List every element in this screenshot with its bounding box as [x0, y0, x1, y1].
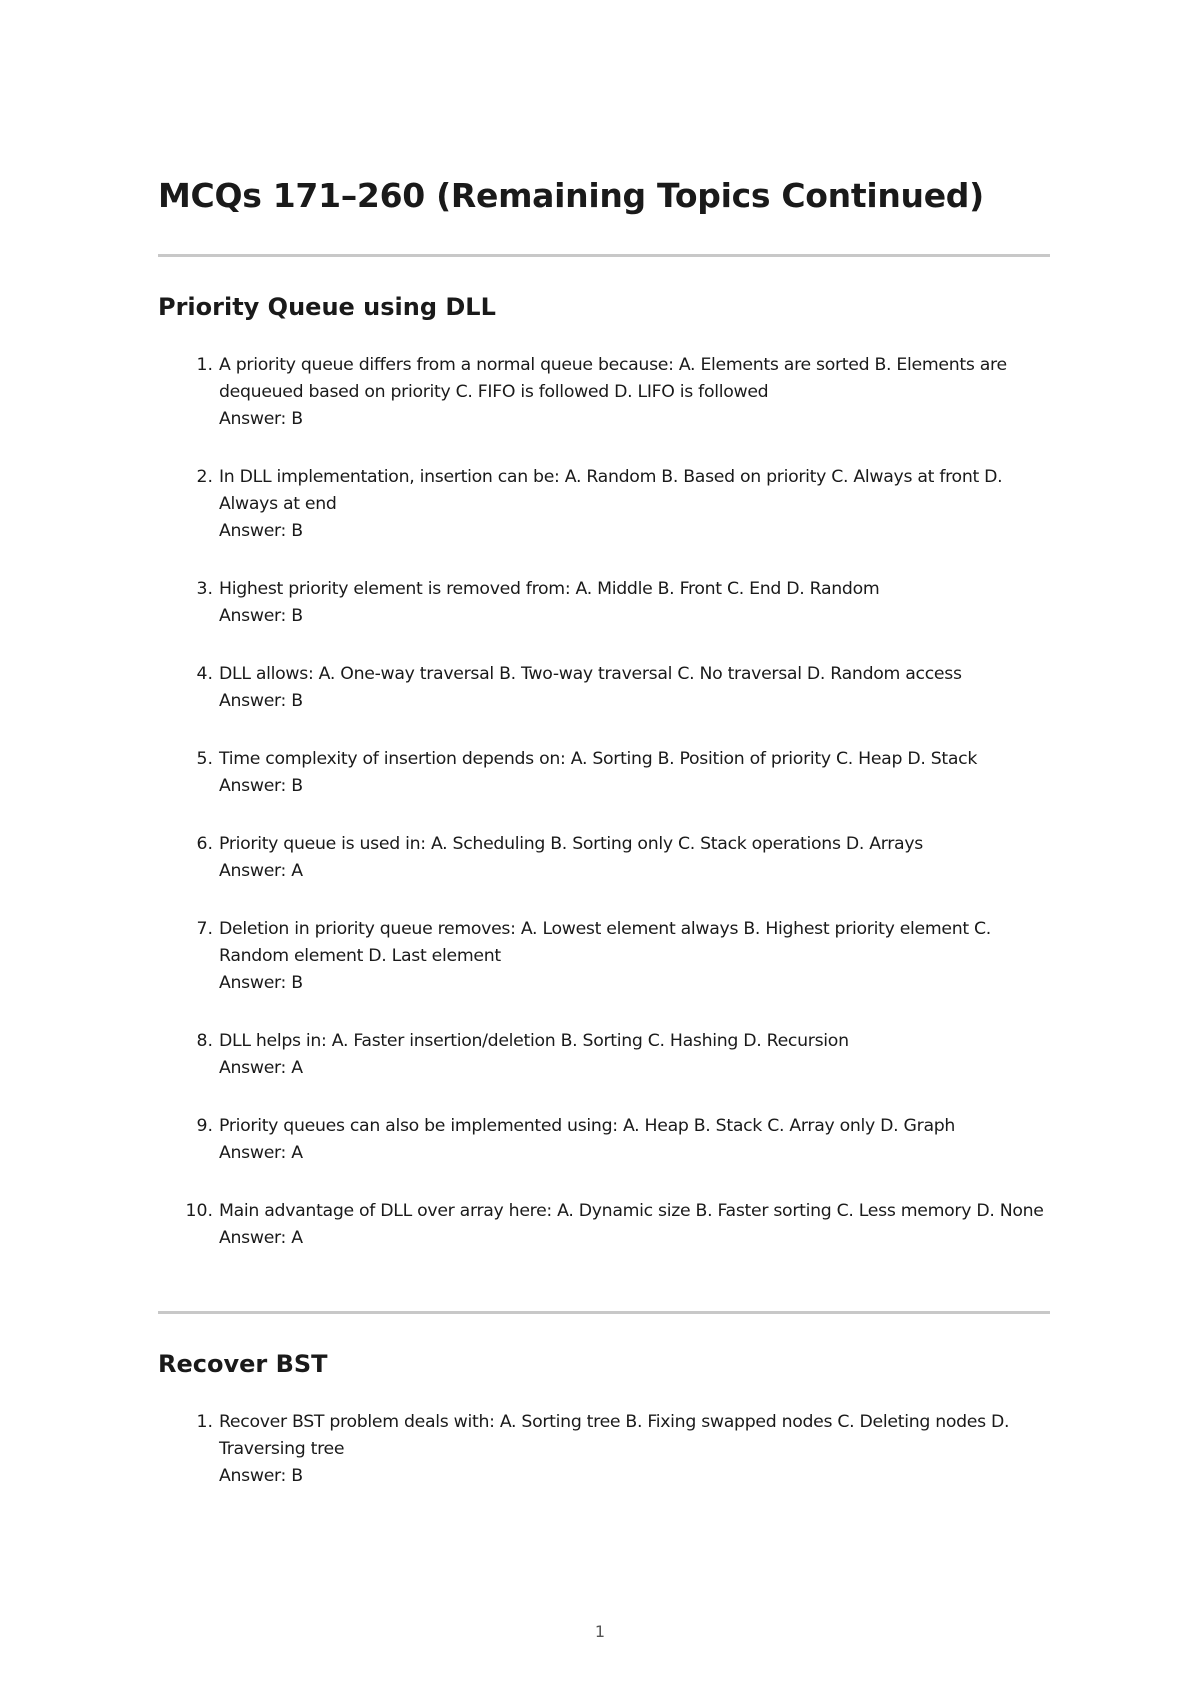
answer-text: Answer: A — [219, 1143, 303, 1163]
list-item — [158, 464, 1050, 545]
answer-text: Answer: A — [219, 861, 303, 881]
answer-text: Answer: A — [219, 1058, 303, 1078]
question-text: A priority queue differs from a normal queue because: A. Elements are sorted B. Elements are dequeued based on priority C. FIFO is followed D. LIFO is followed — [219, 355, 1007, 402]
list-item — [158, 831, 1050, 885]
question-number: 1. — [196, 1412, 213, 1432]
answer-text: Answer: B — [219, 521, 303, 541]
divider — [158, 254, 1050, 257]
list-item — [158, 1113, 1050, 1167]
answer-text: Answer: B — [219, 776, 303, 796]
answer-text: Answer: B — [219, 691, 303, 711]
list-item — [158, 352, 1050, 433]
question-number: 9. — [196, 1116, 213, 1136]
question-text: DLL helps in: A. Faster insertion/deletion B. Sorting C. Hashing D. Recursion — [219, 1031, 849, 1051]
question-text: DLL allows: A. One-way traversal B. Two-way traversal C. No traversal D. Random access — [219, 664, 962, 684]
question-text: Priority queue is used in: A. Scheduling B. Sorting only C. Stack operations D. Arrays — [219, 834, 923, 854]
question-number: 2. — [196, 467, 213, 487]
list-item — [158, 576, 1050, 630]
list-item — [158, 916, 1050, 997]
question-text: Recover BST problem deals with: A. Sorting tree B. Fixing swapped nodes C. Deleting nodes D. Traversing tree — [219, 1412, 1010, 1459]
question-text: Priority queues can also be implemented using: A. Heap B. Stack C. Array only D. Graph — [219, 1116, 956, 1136]
page-number: 1 — [594, 1622, 606, 1641]
answer-text: Answer: B — [219, 973, 303, 993]
list-item — [158, 1198, 1050, 1252]
list-item — [158, 746, 1050, 800]
page-title: MCQs 171–260 (Remaining Topics Continued) — [158, 176, 984, 215]
question-list — [158, 352, 1050, 1283]
answer-text: Answer: B — [219, 1466, 303, 1486]
question-number: 3. — [196, 579, 213, 599]
answer-text: Answer: A — [219, 1228, 303, 1248]
question-text: In DLL implementation, insertion can be: A. Random B. Based on priority C. Always at front D. Always at end — [219, 467, 1003, 514]
question-number: 5. — [196, 749, 213, 769]
section-heading: Priority Queue using DLL — [158, 293, 496, 321]
question-text: Main advantage of DLL over array here: A. Dynamic size B. Faster sorting C. Less memory D. None — [219, 1201, 1044, 1221]
list-item — [158, 661, 1050, 715]
list-item — [158, 1028, 1050, 1082]
question-text: Highest priority element is removed from: A. Middle B. Front C. End D. Random — [219, 579, 880, 599]
list-item — [158, 1409, 1050, 1490]
question-number: 6. — [196, 834, 213, 854]
question-number: 4. — [196, 664, 213, 684]
answer-text: Answer: B — [219, 409, 303, 429]
question-number: 10. — [185, 1201, 213, 1221]
question-number: 1. — [196, 355, 213, 375]
divider — [158, 1311, 1050, 1314]
question-number: 7. — [196, 919, 213, 939]
question-list — [158, 1409, 1050, 1521]
question-text: Deletion in priority queue removes: A. Lowest element always B. Highest priority element C. Random element D. Last element — [219, 919, 992, 966]
section-heading: Recover BST — [158, 1350, 328, 1378]
question-number: 8. — [196, 1031, 213, 1051]
question-text: Time complexity of insertion depends on: A. Sorting B. Position of priority C. Heap D. Stack — [219, 749, 978, 769]
answer-text: Answer: B — [219, 606, 303, 626]
